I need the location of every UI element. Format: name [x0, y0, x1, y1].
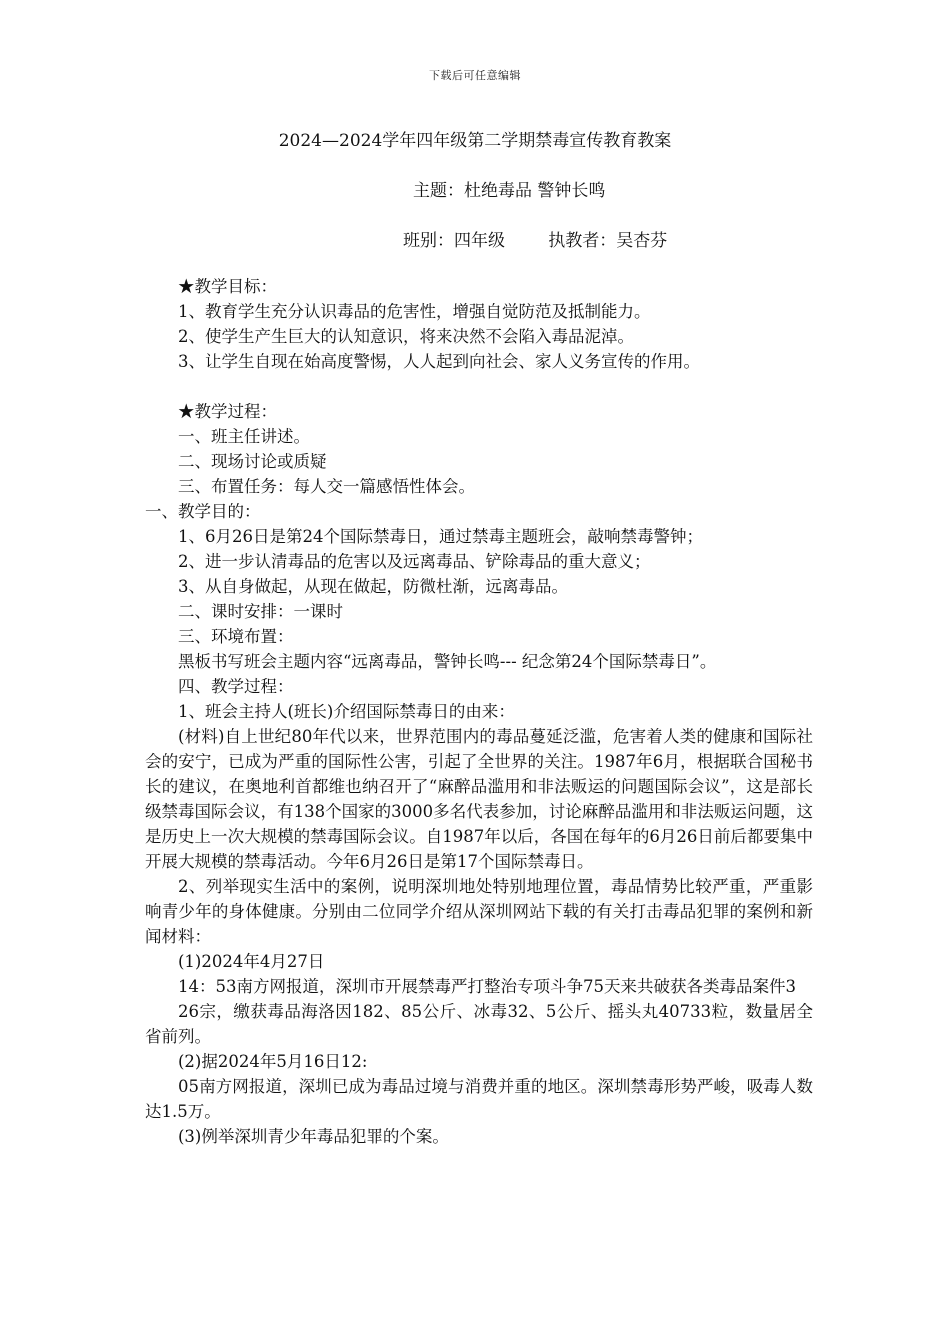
blackboard-paragraph: 黑板书写班会主题内容“远离毒品，警钟长鸣--- 纪念第24个国际禁毒日”。 [178, 652, 717, 671]
objective-item-1: 1、教育学生充分认识毒品的危害性，增强自觉防范及抵制能力。 [178, 302, 651, 321]
case-2-date: (2)据2024年5月16日12: [178, 1052, 368, 1071]
process-item-2: 二、现场讨论或质疑 [178, 452, 327, 471]
objectives-heading: ★教学目标： [178, 277, 277, 296]
case-1-text: 14：53南方网报道，深圳市开展禁毒严打整治专项斗争75天来共破获各类毒品案件3 [178, 977, 796, 996]
process-heading: ★教学过程： [178, 402, 277, 421]
environment-line: 三、环境布置： [178, 627, 294, 646]
class-info-line: 班别：四年级 执教者：吴杏芬 [403, 231, 668, 251]
objective-item-2: 2、使学生产生巨大的认知意识，将来决然不会陷入毒品泥淖。 [178, 327, 634, 346]
case-2-text: 05南方网报道，深圳已成为毒品过境与消费并重的地区。深圳禁毒形势严峻，吸毒人数达1.5万。 [145, 1077, 813, 1121]
document-body [145, 274, 813, 1149]
header-note: 下载后可任意编辑 [429, 69, 521, 82]
objective-item-3: 3、让学生自现在始高度警惕，人人起到向社会、家人义务宣传的作用。 [178, 352, 700, 371]
purpose-item-3: 3、从自身做起，从现在做起，防微杜渐，远离毒品。 [178, 577, 568, 596]
process-item-1: 一、班主任讲述。 [178, 427, 310, 446]
material-paragraph: (材料)自上世纪80年代以来，世界范围内的毒品蔓延泛滥，危害着人类的健康和国际社会的安宁，已成为严重的国际性公害，引起了全世界的关注。1987年6月，根据联合国秘书长的建议，在奥地利首都维也纳召开了“麻醉品滥用和非法贩运的问题国际会议”，这是部长级禁毒国际会议，有138个国家的3000多名代表参加，讨论麻醉品滥用和非法贩运问题，这是历史上一次大规模的禁毒国际会议。自1987年以后，各国在每年的6月26日前后都要集中开展大规模的禁毒活动。今年6月26日是第17个国际禁毒日。 [145, 727, 813, 871]
process-item-3: 三、布置任务：每人交一篇感悟性体会。 [178, 477, 475, 496]
purpose-heading: 一、教学目的： [145, 502, 261, 521]
spacer [145, 374, 813, 399]
purpose-item-1: 1、6月26日是第24个国际禁毒日，通过禁毒主题班会，敲响禁毒警钟； [178, 527, 703, 546]
case-3: (3)例举深圳青少年毒品犯罪的个案。 [178, 1127, 449, 1146]
step-1: 1、班会主持人(班长)介绍国际禁毒日的由来： [178, 702, 515, 721]
case-1-text-continued: 26宗，缴获毒品海洛因182、85公斤、冰毒32、5公斤、摇头丸40733粒，数量居全省前列。 [145, 1002, 813, 1046]
schedule-line: 二、课时安排：一课时 [178, 602, 343, 621]
step-2: 2、列举现实生活中的案例，说明深圳地处特别地理位置，毒品情势比较严重，严重影响青少年的身体健康。分别由二位同学介绍从深圳网站下载的有关打击毒品犯罪的案例和新闻材料： [145, 877, 813, 946]
case-1-date: (1)2024年4月27日 [178, 952, 325, 971]
document-title: 2024—2024学年四年级第二学期禁毒宣传教育教案 [278, 131, 672, 151]
teaching-process-heading: 四、教学过程： [178, 677, 294, 696]
purpose-item-2: 2、进一步认清毒品的危害以及远离毒品、铲除毒品的重大意义； [178, 552, 651, 571]
theme-line: 主题：杜绝毒品 警钟长鸣 [413, 181, 606, 201]
